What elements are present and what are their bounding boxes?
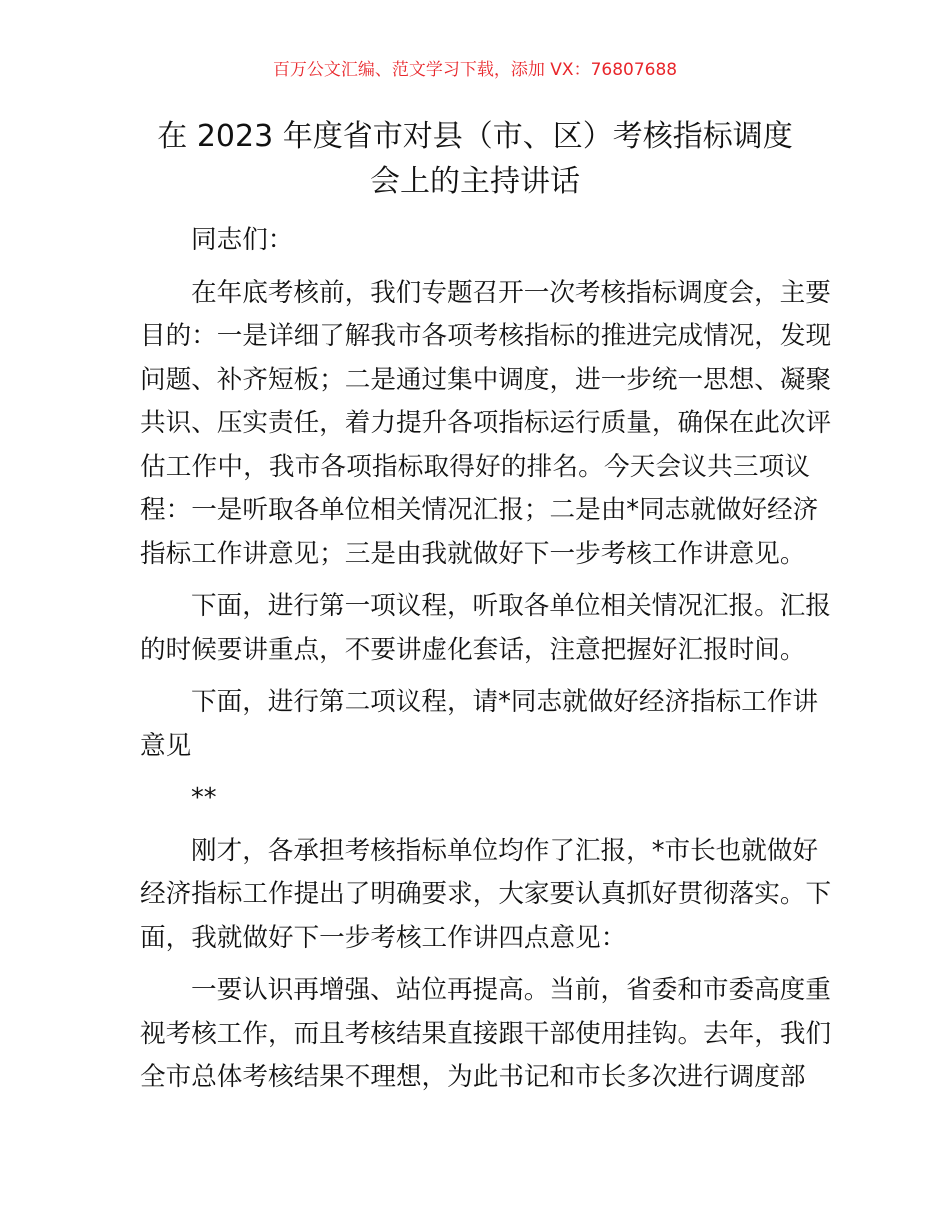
paragraph <box>140 585 831 672</box>
document-title <box>120 114 830 204</box>
watermark-banner: 百万公文汇编、范文学习下载，添加 VX：76807688 <box>272 60 678 80</box>
paragraph-line: 视考核工作，而且考核结果直接跟干部使用挂钩。去年，我们 <box>140 1018 832 1049</box>
paragraph <box>140 830 832 961</box>
paragraph-line: 下面，进行第二项议程，请*同志就做好经济指标工作讲 <box>191 687 819 717</box>
paragraph-line: 共识、压实责任，着力提升各项指标运行质量，确保在此次评 <box>140 408 832 438</box>
paragraph <box>140 219 810 263</box>
title-line: 在 2023 年度省市对县（市、区）考核指标调度 <box>157 119 793 154</box>
paragraph <box>140 272 832 577</box>
document-body <box>140 219 832 1109</box>
paragraph-line: 面，我就做好下一步考核工作讲四点意见： <box>140 922 627 953</box>
paragraph-line: 问题、补齐短板；二是通过集中调度，进一步统一思想、凝聚 <box>140 364 832 395</box>
paragraph-line: 的时候要讲重点，不要讲虚化套话，注意把握好汇报时间。 <box>140 634 806 665</box>
paragraph-line: 程：一是听取各单位相关情况汇报；二是由*同志就做好经济 <box>140 495 819 525</box>
paragraph-line: 同志们： <box>191 225 294 255</box>
paragraph-line: 经济指标工作提出了明确要求，大家要认真抓好贯彻落实。下 <box>140 879 832 909</box>
paragraph <box>140 777 810 821</box>
paragraph-line: 刚才，各承担考核指标单位均作了汇报，*市长也就做好 <box>191 835 819 866</box>
title-line: 会上的主持讲话 <box>370 164 580 199</box>
paragraph-line: 意见 <box>140 730 192 761</box>
paragraph-line: 下面，进行第一项议程，听取各单位相关情况汇报。汇报 <box>191 591 831 621</box>
paragraph-line: 估工作中，我市各项指标取得好的排名。今天会议共三项议 <box>140 451 810 482</box>
paragraph-line: 目的：一是详细了解我市各项考核指标的推进完成情况，发现 <box>140 321 832 351</box>
paragraph <box>140 969 832 1100</box>
paragraph-line: 指标工作讲意见；三是由我就做好下一步考核工作讲意见。 <box>140 538 806 569</box>
paragraph <box>140 681 819 768</box>
paragraph-line: 在年底考核前，我们专题召开一次考核指标调度会，主要 <box>191 277 831 308</box>
paragraph-line: ** <box>191 783 217 813</box>
paragraph-line: 全市总体考核结果不理想，为此书记和市长多次进行调度部 <box>140 1062 806 1092</box>
paragraph-line: 一要认识再增强、站位再提高。当前，省委和市委高度重 <box>191 975 831 1005</box>
